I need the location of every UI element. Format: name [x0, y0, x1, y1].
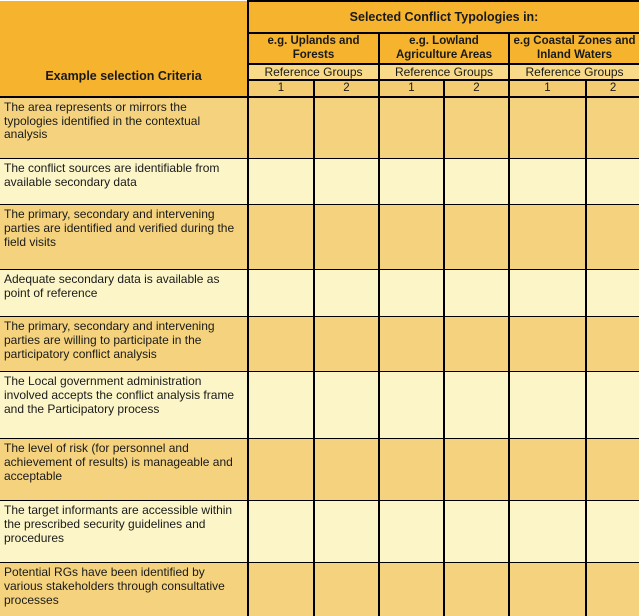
entry-cell — [444, 501, 509, 563]
criterion-text: The target informants are accessible within the prescribed security guidelines and procedures — [0, 501, 248, 563]
entry-cell — [444, 317, 509, 372]
entry-cell — [586, 501, 639, 563]
criterion-text: The Local government administration involved accepts the conflict analysis frame and the Participatory process — [0, 372, 248, 439]
entry-cell — [379, 501, 444, 563]
entry-cell — [379, 270, 444, 317]
criterion-text: The level of risk (for personnel and achievement of results) is manageable and acceptable — [0, 439, 248, 501]
criterion-row — [0, 372, 639, 439]
group1-col1-header: 1 — [248, 80, 314, 97]
reference-groups-label-1: Reference Groups — [248, 64, 379, 80]
group3-col2-header: 2 — [586, 80, 639, 97]
entry-cell — [314, 205, 379, 270]
entry-cell — [509, 372, 586, 439]
entry-cell — [379, 439, 444, 501]
entry-cell — [509, 317, 586, 372]
entry-cell — [444, 270, 509, 317]
entry-cell — [379, 317, 444, 372]
criterion-text: Potential RGs have been identified by various stakeholders through consultative processes — [0, 563, 248, 616]
reference-groups-label-3: Reference Groups — [509, 64, 639, 80]
entry-cell — [314, 439, 379, 501]
entry-cell — [444, 439, 509, 501]
group2-col1-header: 1 — [379, 80, 444, 97]
entry-cell — [314, 501, 379, 563]
entry-cell — [509, 563, 586, 616]
criterion-row — [0, 501, 639, 563]
entry-cell — [248, 205, 314, 270]
entry-cell — [586, 270, 639, 317]
criterion-row — [0, 270, 639, 317]
entry-cell — [248, 159, 314, 205]
entry-cell — [314, 317, 379, 372]
criterion-text: The area represents or mirrors the typologies identified in the contextual analysis — [0, 97, 248, 159]
group-header-uplands-forests: e.g. Uplands and Forests — [248, 33, 379, 64]
entry-cell — [509, 159, 586, 205]
entry-cell — [248, 563, 314, 616]
entry-cell — [379, 372, 444, 439]
group3-col1-header: 1 — [509, 80, 586, 97]
criterion-row — [0, 205, 639, 270]
entry-cell — [379, 97, 444, 159]
entry-cell — [586, 205, 639, 270]
reference-groups-label-2: Reference Groups — [379, 64, 509, 80]
entry-cell — [586, 317, 639, 372]
entry-cell — [379, 159, 444, 205]
entry-cell — [314, 159, 379, 205]
entry-cell — [314, 270, 379, 317]
criterion-text: The primary, secondary and intervening parties are identified and verified during the field visits — [0, 205, 248, 270]
entry-cell — [248, 317, 314, 372]
entry-cell — [509, 270, 586, 317]
entry-cell — [444, 563, 509, 616]
criteria-column-header: Example selection Criteria — [0, 1, 248, 97]
criterion-row — [0, 563, 639, 616]
entry-cell — [509, 501, 586, 563]
entry-cell — [379, 205, 444, 270]
entry-cell — [248, 372, 314, 439]
entry-cell — [444, 97, 509, 159]
criterion-text: Adequate secondary data is available as point of reference — [0, 270, 248, 317]
entry-cell — [248, 501, 314, 563]
entry-cell — [509, 205, 586, 270]
criterion-row — [0, 97, 639, 159]
entry-cell — [586, 159, 639, 205]
entry-cell — [586, 97, 639, 159]
entry-cell — [379, 563, 444, 616]
criterion-text: The conflict sources are identifiable from available secondary data — [0, 159, 248, 205]
group2-col2-header: 2 — [444, 80, 509, 97]
entry-cell — [314, 563, 379, 616]
entry-cell — [586, 563, 639, 616]
entry-cell — [444, 205, 509, 270]
entry-cell — [444, 159, 509, 205]
criterion-row — [0, 439, 639, 501]
entry-cell — [509, 97, 586, 159]
entry-cell — [586, 372, 639, 439]
table-title: Selected Conflict Typologies in: — [248, 1, 639, 33]
criterion-row — [0, 159, 639, 205]
criterion-text: The primary, secondary and intervening parties are willing to participate in the participatory conflict analysis — [0, 317, 248, 372]
group-header-lowland-agriculture: e.g. Lowland Agriculture Areas — [379, 33, 509, 64]
group-header-coastal-inland-waters: e.g Coastal Zones and Inland Waters — [509, 33, 639, 64]
group1-col2-header: 2 — [314, 80, 379, 97]
entry-cell — [248, 439, 314, 501]
entry-cell — [509, 439, 586, 501]
entry-cell — [314, 372, 379, 439]
entry-cell — [248, 97, 314, 159]
criterion-row — [0, 317, 639, 372]
entry-cell — [314, 97, 379, 159]
entry-cell — [586, 439, 639, 501]
entry-cell — [248, 270, 314, 317]
entry-cell — [444, 372, 509, 439]
